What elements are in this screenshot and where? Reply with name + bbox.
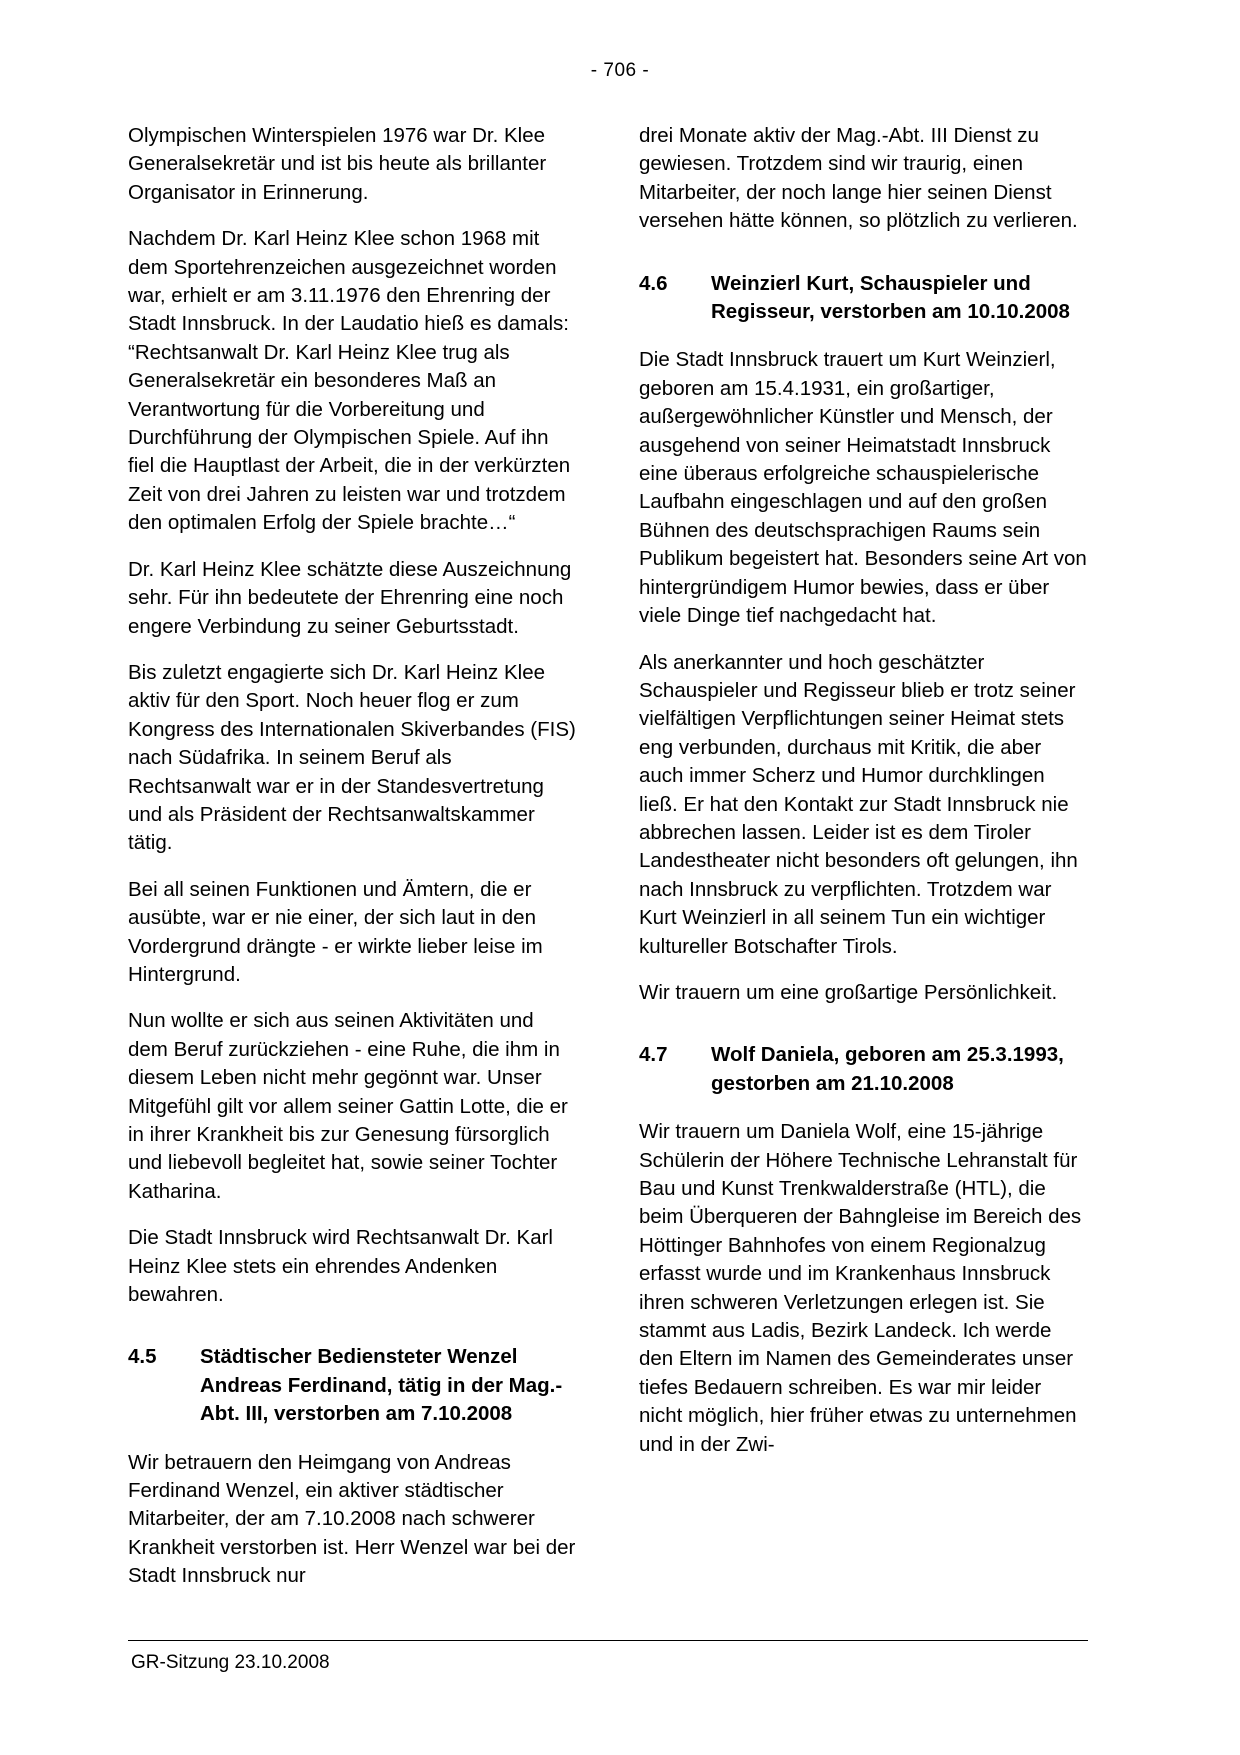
paragraph: Die Stadt Innsbruck wird Rechtsanwalt Dr. Karl Heinz Klee stets ein ehrendes Andenken bewahren. [128, 1226, 553, 1307]
page-number: - 706 - [590, 60, 650, 81]
paragraph: Als anerkannter und hoch geschätzter Schauspieler und Regisseur blieb er trotz seiner vielfältigen Verpflichtungen seiner Heimat stets eng verbunden, durchaus mit Kritik, die aber auch immer Scherz und Humor durchklingen ließ. Er hat den Kontakt zur Stadt Innsbruck nie abbrechen lassen. Leider ist es dem Tiroler Landestheater nicht besonders oft gelungen, ihn nach Innsbruck zu verpflichten. Trotzdem war Kurt Weinzierl in all seinem Tun ein wichtiger kultureller Botschafter Tirols. [639, 650, 1078, 958]
footer-divider [128, 1640, 1088, 1641]
paragraph: Nun wollte er sich aus seinen Aktivitäten und dem Beruf zurückziehen - eine Ruhe, die ihm in diesem Leben nicht mehr gegönnt war. Unser Mitgefühl gilt vor allem seiner Gattin Lotte, die er in ihrer Krankheit bis zur Genesung fürsorglich und liebevoll begleitet hat, sowie seiner Tochter Katharina. [128, 1009, 568, 1203]
section-heading-4-7 [639, 1041, 1088, 1098]
paragraph: Olympischen Winterspielen 1976 war Dr. Klee Generalsekretär und ist bis heute als brillanter Organisator in Erinnerung. [128, 124, 547, 204]
left-column [128, 122, 577, 1591]
paragraph: Wir trauern um eine großartige Persönlichkeit. [639, 980, 1058, 1004]
right-column [639, 122, 1088, 1591]
section-title: Wolf Daniela, geboren am 25.3.1993, gestorben am 21.10.2008 [711, 1043, 1064, 1095]
paragraph: Dr. Karl Heinz Klee schätzte diese Auszeichnung sehr. Für ihn bedeutete der Ehrenring eine noch engere Verbindung zu seiner Geburtsstadt. [128, 557, 572, 638]
paragraph: Die Stadt Innsbruck trauert um Kurt Weinzierl, geboren am 15.4.1931, ein großartiger, außergewöhnlicher Künstler und Mensch, der ausgehend von seiner Heimatstadt Innsbruck eine überaus erfolgreiche schauspielerische Laufbahn eingeschlagen und auf den großen Bühnen des deutschsprachigen Raums sein Publikum begeistert hat. Besonders seine Art von hintergründigem Humor bewies, dass er über viele Dinge tief nachgedacht hat. [639, 348, 1087, 628]
footer-label: GR-Sitzung 23.10.2008 [131, 1652, 330, 1673]
section-number: 4.5 [128, 1345, 157, 1369]
paragraph: Bei all seinen Funktionen und Ämtern, die er ausübte, war er nie einer, der sich laut in den Vordergrund drängte - er wirkte lieber leise im Hintergrund. [128, 877, 543, 986]
section-number: 4.6 [639, 271, 668, 295]
section-number: 4.7 [639, 1043, 668, 1067]
paragraph: drei Monate aktiv der Mag.-Abt. III Dienst zu gewiesen. Trotzdem sind wir traurig, einen Mitarbeiter, der noch lange hier seinen Dienst versehen hätte können, so plötzlich zu verlieren. [639, 124, 1078, 233]
section-title: Weinzierl Kurt, Schauspieler und Regisseur, verstorben am 10.10.2008 [711, 271, 1070, 324]
two-column-body [128, 122, 1088, 1591]
paragraph: Wir trauern um Daniela Wolf, eine 15-jährige Schülerin der Höhere Technische Lehranstalt für Bau und Kunst Trenkwalderstraße (HTL), die beim Überqueren der Bahngleise im Bereich des Höttinger Bahnhofes von einem Regionalzug erfasst wurde und im Krankenhaus Innsbruck ihren schweren Verletzungen erlegen ist. Sie stammt aus Ladis, Bezirk Landeck. Ich werde den Eltern im Namen des Gemeinderates unser tiefes Bedauern schreiben. Es war mir leider nicht möglich, hier früher etwas zu unternehmen und in der Zwi- [639, 1120, 1082, 1456]
section-heading-4-6 [639, 270, 1088, 327]
section-title: Städtischer Bediensteter Wenzel Andreas Ferdinand, tätig in der Mag.-Abt. III, verstorben am 7.10.2008 [200, 1345, 563, 1426]
paragraph: Nachdem Dr. Karl Heinz Klee schon 1968 mit dem Sportehrenzeichen ausgezeichnet worden war, erhielt er am 3.11.1976 den Ehrenring der Stadt Innsbruck. In der Laudatio hieß es damals: “Rechtsanwalt Dr. Karl Heinz Klee trug als Generalsekretär ein besonderes Maß an Verantwortung für die Vorbereitung und Durchführung der Olympischen Spiele. Auf ihn fiel die Hauptlast der Arbeit, die in der verkürzten Zeit von drei Jahren zu leisten war und trotzdem den optimalen Erfolg der Spiele brachte…“ [128, 227, 571, 535]
paragraph: Bis zuletzt engagierte sich Dr. Karl Heinz Klee aktiv für den Sport. Noch heuer flog er zum Kongress des Internationalen Skiverbandes (FIS) nach Südafrika. In seinem Beruf als Rechtsanwalt war er in der Standesvertretung und als Präsident der Rechtsanwaltskammer tätig. [128, 660, 576, 855]
paragraph: Wir betrauern den Heimgang von Andreas Ferdinand Wenzel, ein aktiver städtischer Mitarbeiter, der am 7.10.2008 nach schwerer Krankheit verstorben ist. Herr Wenzel war bei der Stadt Innsbruck nur [128, 1450, 576, 1588]
section-heading-4-5 [128, 1343, 577, 1428]
